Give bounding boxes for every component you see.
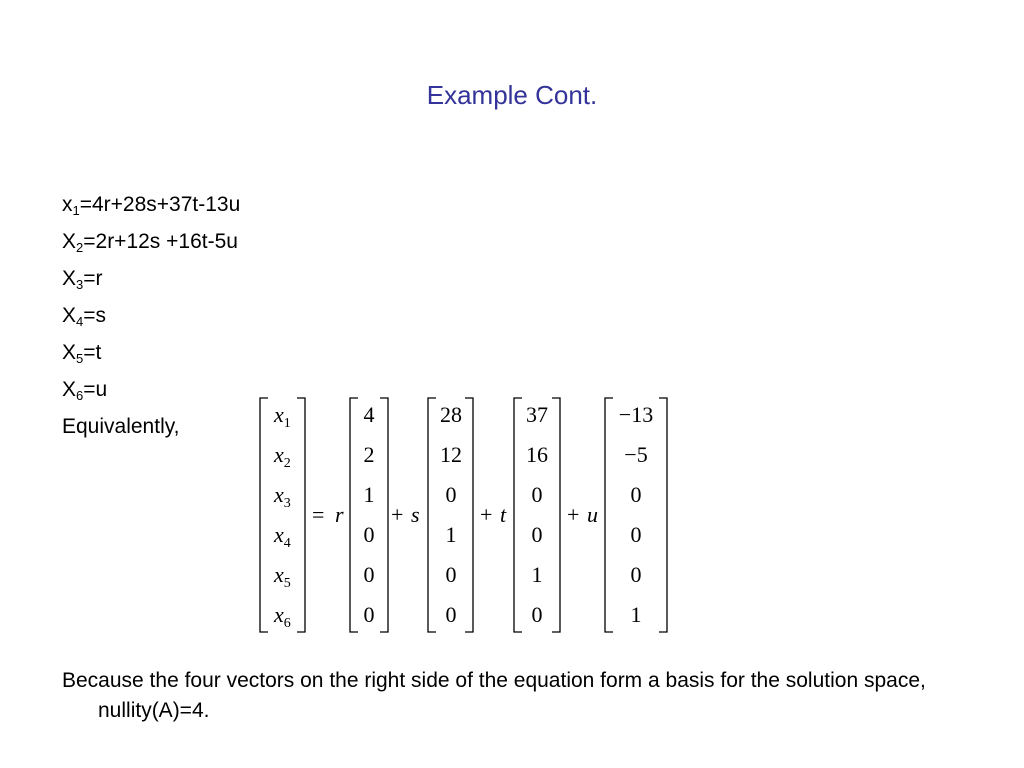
equals-sign: = <box>312 502 325 527</box>
vector-entry: 0 <box>445 602 457 627</box>
plus-sign: + <box>567 502 580 527</box>
lhs-entry: $x_5$ <box>274 562 291 591</box>
lhs-entry: $x_1$ <box>274 402 291 431</box>
vector-entry: 12 <box>440 442 462 467</box>
scalar-u: u <box>587 502 598 527</box>
vector-entry: 0 <box>445 562 457 587</box>
lhs-entry: $x_6$ <box>274 602 291 631</box>
vector-entry: 1 <box>630 602 642 627</box>
scalar-r: r <box>335 502 344 527</box>
vector-entry: 1 <box>445 522 457 547</box>
equation-subscript: 2 <box>76 240 84 255</box>
vector-entry: 4 <box>363 402 375 427</box>
vector-entry: 0 <box>531 602 543 627</box>
vector-entry: 0 <box>531 482 543 507</box>
vector-entry: 0 <box>630 482 642 507</box>
vector-entry: 0 <box>363 602 375 627</box>
vector-entry: 0 <box>630 522 642 547</box>
equation-rhs: =4r+28s+37t-13u <box>79 193 241 216</box>
vector-entry: 1 <box>363 482 375 507</box>
left-bracket <box>260 398 268 632</box>
vector-entry: 37 <box>526 402 548 427</box>
conclusion-text: Because the four vectors on the right side of the equation form a basis for the solution space, nullity(A)=4. <box>62 669 926 722</box>
left-bracket <box>350 398 358 632</box>
plus-sign: + <box>391 502 404 527</box>
right-bracket <box>297 398 305 632</box>
vector-entry: −5 <box>624 442 648 467</box>
vector-entry: 0 <box>363 522 375 547</box>
right-bracket <box>465 398 473 632</box>
equation-variable: X <box>62 230 77 253</box>
left-bracket <box>428 398 436 632</box>
right-bracket <box>659 398 667 632</box>
equation-variable: x <box>62 193 73 216</box>
equation-variable: X <box>62 341 77 364</box>
equation-subscript: 5 <box>76 351 84 366</box>
left-bracket <box>605 398 613 632</box>
slide-title: Example Cont. <box>426 80 598 110</box>
equivalently-label: Equivalently, <box>62 415 180 438</box>
left-bracket <box>514 398 522 632</box>
scalar-t: t <box>500 502 507 527</box>
plus-sign: + <box>480 502 493 527</box>
vector-entry: 0 <box>445 482 457 507</box>
equation-subscript: 1 <box>72 203 80 218</box>
right-bracket <box>380 398 388 632</box>
equation-subscript: 4 <box>76 314 84 329</box>
scalar-s: s <box>411 502 420 527</box>
vector-entry: 0 <box>363 562 375 587</box>
equation-rhs: =s <box>83 304 107 327</box>
lhs-entry: $x_2$ <box>274 442 291 471</box>
equation-rhs: =t <box>83 341 102 364</box>
equation-rhs: =r <box>83 267 103 290</box>
equation-rhs: =2r+12s +16t-5u <box>83 230 238 253</box>
vector-entry: 2 <box>363 442 375 467</box>
vector-entry: −13 <box>618 402 654 427</box>
equation-variable: X <box>62 378 77 401</box>
right-bracket <box>552 398 560 632</box>
vector-entry: 0 <box>630 562 642 587</box>
lhs-entry: $x_4$ <box>274 522 291 551</box>
equation-rhs: =u <box>83 378 108 401</box>
lhs-entry: $x_3$ <box>274 482 291 511</box>
equation-variable: X <box>62 304 77 327</box>
vector-entry: 0 <box>531 522 543 547</box>
vector-entry: 16 <box>526 442 548 467</box>
equation-variable: X <box>62 267 77 290</box>
equation-subscript: 6 <box>76 388 84 403</box>
vector-entry: 28 <box>440 402 462 427</box>
equation-subscript: 3 <box>76 277 84 292</box>
vector-entry: 1 <box>531 562 543 587</box>
